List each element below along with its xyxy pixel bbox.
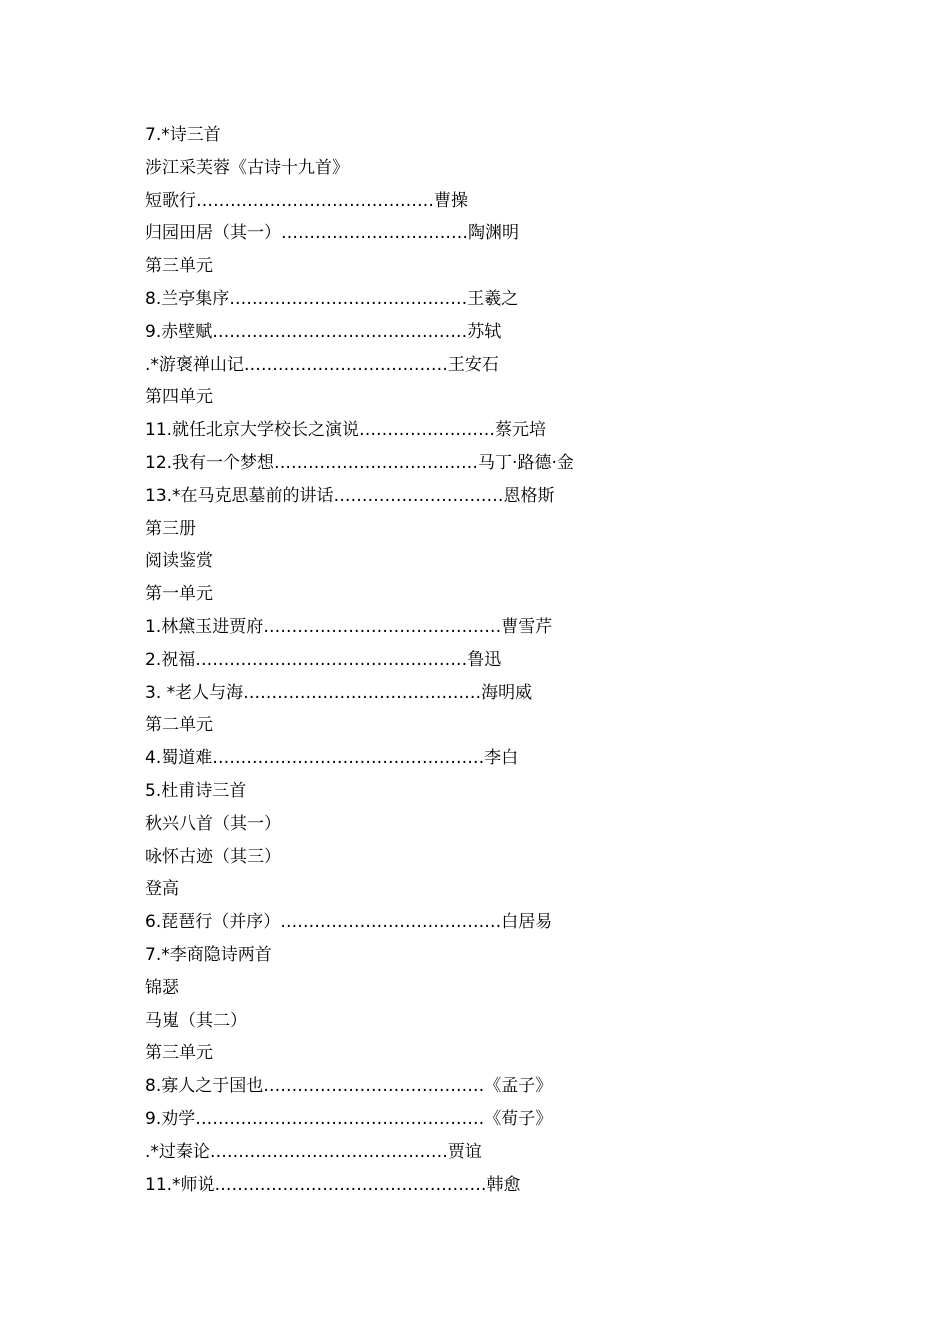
volume-heading: 第三册 xyxy=(145,518,196,539)
toc-entry: 11.就任北京大学校长之演说……………………蔡元培 xyxy=(145,420,547,441)
toc-entry: 12.我有一个梦想………………………………马丁·路德·金 xyxy=(145,452,574,473)
toc-entry: 13.*在马克思墓前的讲话…………………………恩格斯 xyxy=(145,485,555,506)
document-page xyxy=(145,119,845,1201)
section-heading: 第四单元 xyxy=(145,387,213,408)
toc-entry: 11.*师说…………………………………………韩愈 xyxy=(145,1174,521,1195)
toc-entry: 4.蜀道难…………………………………………李白 xyxy=(145,748,519,769)
toc-entry: 9.劝学……………………………………………《荀子》 xyxy=(145,1108,553,1129)
toc-entry: .*游褒禅山记………………………………王安石 xyxy=(145,354,499,375)
text-line: 马嵬（其二） xyxy=(145,1010,247,1031)
text-line: 5.杜甫诗三首 xyxy=(145,780,247,801)
section-heading: 第三单元 xyxy=(145,1043,213,1064)
toc-entry: .*过秦论……………………………………贾谊 xyxy=(145,1141,482,1162)
toc-entry: 短歌行……………………………………曹操 xyxy=(145,190,468,211)
text-line: 咏怀古迹（其三） xyxy=(145,846,281,867)
toc-entry: 2.祝福…………………………………………鲁迅 xyxy=(145,649,502,670)
text-line: 7.*李商隐诗两首 xyxy=(145,944,272,965)
text-line: 秋兴八首（其一） xyxy=(145,813,281,834)
section-heading: 第一单元 xyxy=(145,584,213,605)
toc-entry: 归园田居（其一）……………………………陶渊明 xyxy=(145,223,519,244)
section-heading: 第三单元 xyxy=(145,256,213,277)
toc-entry: 8.兰亭集序……………………………………王羲之 xyxy=(145,288,519,309)
toc-entry: 8.寡人之于国也…………………………………《孟子》 xyxy=(145,1076,553,1097)
toc-entry: 1.林黛玉进贾府……………………………………曹雪芹 xyxy=(145,616,553,637)
toc-entry: 9.赤壁赋………………………………………苏轼 xyxy=(145,321,502,342)
part-heading: 阅读鉴赏 xyxy=(145,551,213,572)
text-line: 登高 xyxy=(145,879,179,900)
section-heading: 第二单元 xyxy=(145,715,213,736)
text-line: 锦瑟 xyxy=(145,977,179,998)
toc-entry: 6.琵琶行（并序）…………………………………白居易 xyxy=(145,912,553,933)
toc-entry: 3. *老人与海……………………………………海明威 xyxy=(145,682,533,703)
text-line: 7.*诗三首 xyxy=(145,125,221,145)
text-line: 涉江采芙蓉《古诗十九首》 xyxy=(145,157,349,178)
